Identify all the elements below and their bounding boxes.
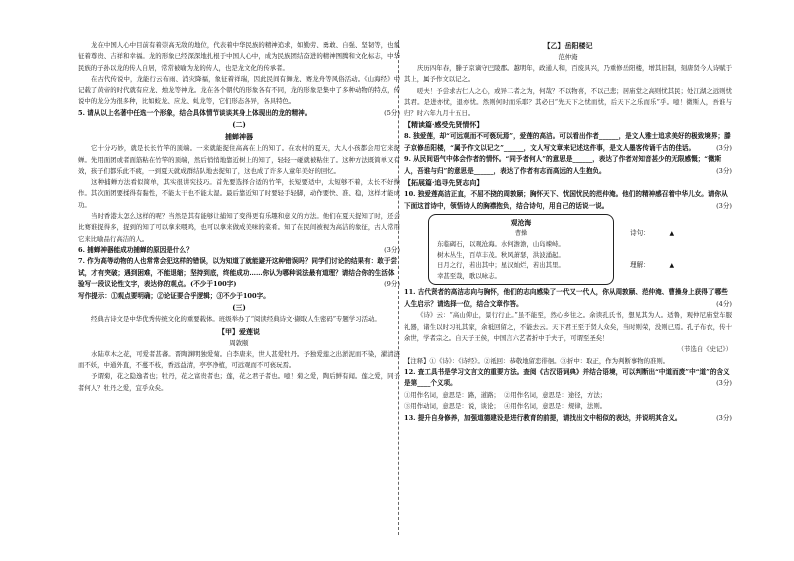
paragraph: 嗟夫！予尝求古仁人之心，或异二者之为，何哉？不以物喜，不以己悲；居庙堂之高则忧其民；处江湖之远则忧其君。是进亦忧，退亦忧。然则何时而乐耶？其必曰“先天下之忧而忧，后天下之乐而乐”乎。噫！微斯人，吾谁与归？时六年九月十五日。 xyxy=(404,86,732,118)
question-6: 6. 捕蝉神器能成功捕蝉的原因是什么？ (3分) xyxy=(78,245,400,254)
paragraph: 经典古诗文是中华优秀传统文化的重要载体。班级举办了“阅读经典诗文·撷取人生密码”专题学习活动。 xyxy=(91,315,381,324)
section-2-heading: (二) xyxy=(232,120,246,130)
paragraph: 在古代传说中，龙能行云布雨、消灾降福，象征着祥瑞，因此民间有舞龙、赛龙舟等风俗活动。《山海经》中记载了黄帝的时代就有应龙、烛龙等神龙。龙在各个朝代的形象各有不同，龙的形象是集中了多种动物的特点，传说中的龙分为很多种，比如蛟龙、应龙、虬龙等，它们形态各异，各具特色。 xyxy=(78,74,400,106)
paragraph: 这种捕蝉方法看似简单，其实很讲究技巧。首先要选择合适的竹竿，长短要适中，太短够不着，太长不好操作。其次面团要揉得有黏性，不能太干也不能太湿。最后靠近知了时要轻手轻脚，动作要快、准、稳，这样才能成功。 xyxy=(78,178,400,209)
option: ①用作名词，意思是：路，道路； ②用作名词，意思是：途径，方法； xyxy=(404,390,607,399)
poem-line: 幸甚至哉，歌以咏志。 xyxy=(437,271,501,280)
text-yi-title: 【乙】岳阳楼记 xyxy=(543,41,593,50)
poem-answer-line: 诗句： ▲ xyxy=(630,229,675,238)
text-jia-author: 周敦颐 xyxy=(229,338,249,347)
poem-author: 曹操 xyxy=(514,230,528,238)
left-column xyxy=(78,40,400,394)
poem-line: 东临碣石，以观沧海。水何澹澹，山岛竦峙。 xyxy=(437,240,565,249)
source-note: （节选自《史记》） xyxy=(677,345,732,354)
footnote: 【注释】①《诗》：《诗经》。②祗回：恭敬地留恋徘徊。③折中：取正，作为判断事物的准则。 xyxy=(404,356,670,365)
question-5: 5. 请从以上名著中任选一个形象，结合具体情节谈谈其身上体现出的龙的精神。 (5分) xyxy=(78,108,400,117)
paragraph: 它十分巧妙，就是长长竹竿的顶端。一来就能捉住高高在上的知了。在农村的夏天，大人小孩都会用它来捉蝉。先用面团或者面筋粘在竹竿的顶端，然后悄悄地靠近树上的知了，轻轻一碰就被粘住了。这种方法既简单又有效，孩子们都乐此不疲，一到夏天就成群结队地去捉知了，这也成了许多人童年美好的回忆。 xyxy=(78,144,400,175)
text-yi-author: 范仲淹 xyxy=(558,53,578,61)
poem-title: 观沧海 xyxy=(510,219,532,228)
paragraph: 予谓菊，花之隐逸者也；牡丹，花之富贵者也；莲，花之君子者也。噫！菊之爱，陶后鲜有闻。莲之爱，同予者何人？牡丹之爱，宜乎众矣。 xyxy=(78,372,400,392)
question-7: 7. 作为高等动物的人也常常会犯这样的错误，以为知道了就能避开这种错误吗？同学们讨论的结果有：敢于尝试，才有突破；遇到困难，不能退缩；坚持到底，终能成功……你认为哪种说法最有道理？请结合你的生活体验写一段议论性文字，表达你的观点。(不少于100字) (9分) xyxy=(78,257,400,289)
section-tag: 【精读篇·感受先贤情怀】 xyxy=(404,120,484,130)
paragraph: 水陆草木之花，可爱者甚蕃。晋陶渊明独爱菊。自李唐来，世人甚爱牡丹。予独爱莲之出淤泥而不染，濯清涟而不妖，中通外直，不蔓不枝，香远益清，亭亭净植，可远观而不可亵玩焉。 xyxy=(78,349,400,370)
writing-tips: 写作提示：①观点要明确；②论证要合乎逻辑；③不少于100字。 xyxy=(78,291,270,300)
paragraph: 庆历四年春，滕子京谪守巴陵郡。越明年，政通人和，百废具兴，乃重修岳阳楼，增其旧制，刻唐贤今人诗赋于其上，属予作文以记之。 xyxy=(404,64,732,84)
option: ③用作动词，意思是：说，谈论； ④用作名词，意思是：规律，法则。 xyxy=(404,402,607,411)
article-title: 捕蝉神器 xyxy=(225,132,253,142)
question-10: 10. 独爱莲高洁正直，不屈不挠的周敦颐；胸怀天下、忧国忧民的范仲淹。他们的精神感召着中华儿女。请你从下面这首诗中，领悟诗人的胸襟抱负，结合诗句，用自己的话说一说。 (3分) xyxy=(404,190,732,210)
poem-line: 树木丛生，百草丰茂。秋风萧瑟，洪波涌起。 xyxy=(437,250,565,259)
question-11: 11. 古代贤者的高洁志向与胸怀，他们的志向感染了一代又一代人，你从周敦颐、范仲淹、曹操身上获得了哪些人生启示？请选择一位，结合文章作答。 (4分) xyxy=(404,288,732,308)
poem-area xyxy=(404,214,732,285)
section-tag: 【拓展篇·追寻先贤志向】 xyxy=(404,178,484,188)
paragraph: 《诗》云：“高山仰止，景行行止。”虽不能至，然心乡往之。余读孔氏书，想见其为人。适鲁，观仲尼庙堂车服礼器，诸生以时习礼其家，余祗回留之，不能去云。天下君王至于贤人众矣，当时则荣，没则已焉。孔子布衣，传十余世，学者宗之。自天子王侯，中国言六艺者折中于夫子，可谓至圣矣！ xyxy=(404,311,732,343)
poem-line: 日月之行，若出其中；星汉灿烂，若出其里。 xyxy=(437,261,565,270)
section-3-heading: (三) xyxy=(232,303,246,313)
right-column xyxy=(404,40,732,424)
poem-box xyxy=(428,214,614,285)
answer-lines xyxy=(630,228,730,291)
paragraph: 当时香港太怎么这样的呢？当然是其有能够让捕知了变得更有乐趣和意义的方法。他们在夏天捉知了时，还会比赛谁捉得多，捉到的知了可以拿来喂鸡，也可以拿来做成美味的菜肴。知了在民间被视为高洁的象征，古人常用它来比喻品行高洁的人。 xyxy=(78,212,400,243)
question-9: 9. 从民间语气中体会作者的情怀。“同予者何人”的意思是______，表达了作者对知音甚少的无限感慨；“微斯人，吾谁与归”的意思是______，表达了作者有志而高远的人生抱负。 (3分) xyxy=(404,155,732,175)
question-12: 12. 查工具书是学习文言文的重要方法。查阅《古汉语词典》并结合语境，可以判断出“中道而废”中“道”的含义是第____个义项。 (3分) xyxy=(404,367,732,388)
text-jia-title: 【甲】爱莲说 xyxy=(218,326,260,336)
paragraph: 龙在中国人心中目前有着崇高无敌的地位，代表着中华民族的精神追求，如勤劳、勇敢、自强、坚韧等，也象征着尊贵、吉祥和幸福。龙的形象已经深深地扎根于中国人心中，成为民族团结奋进的精神图腾和文化标志，中华民族的子孙以龙的传人自居，常常被喻为龙的传人，也是龙文化的传承者。 xyxy=(78,41,400,72)
question-13: 13. 提升自身修养，加强道德建设是进行教育的前提，请找出文中相似的表达，并说明其含义。 (3分) xyxy=(404,413,732,422)
question-8: 8. 独爱莲，却“可远观而不可亵玩焉”，爱莲的高洁。可以看出作者______，是文人雅士追求美好的极致境界；滕子京修岳阳楼，“属予作文以记之”______，文人写文章来记述这件事，是文人墨客传诵千古的佳话。 (3分) xyxy=(404,132,732,152)
reason-answer-line: 理解： ▲ xyxy=(630,260,675,269)
